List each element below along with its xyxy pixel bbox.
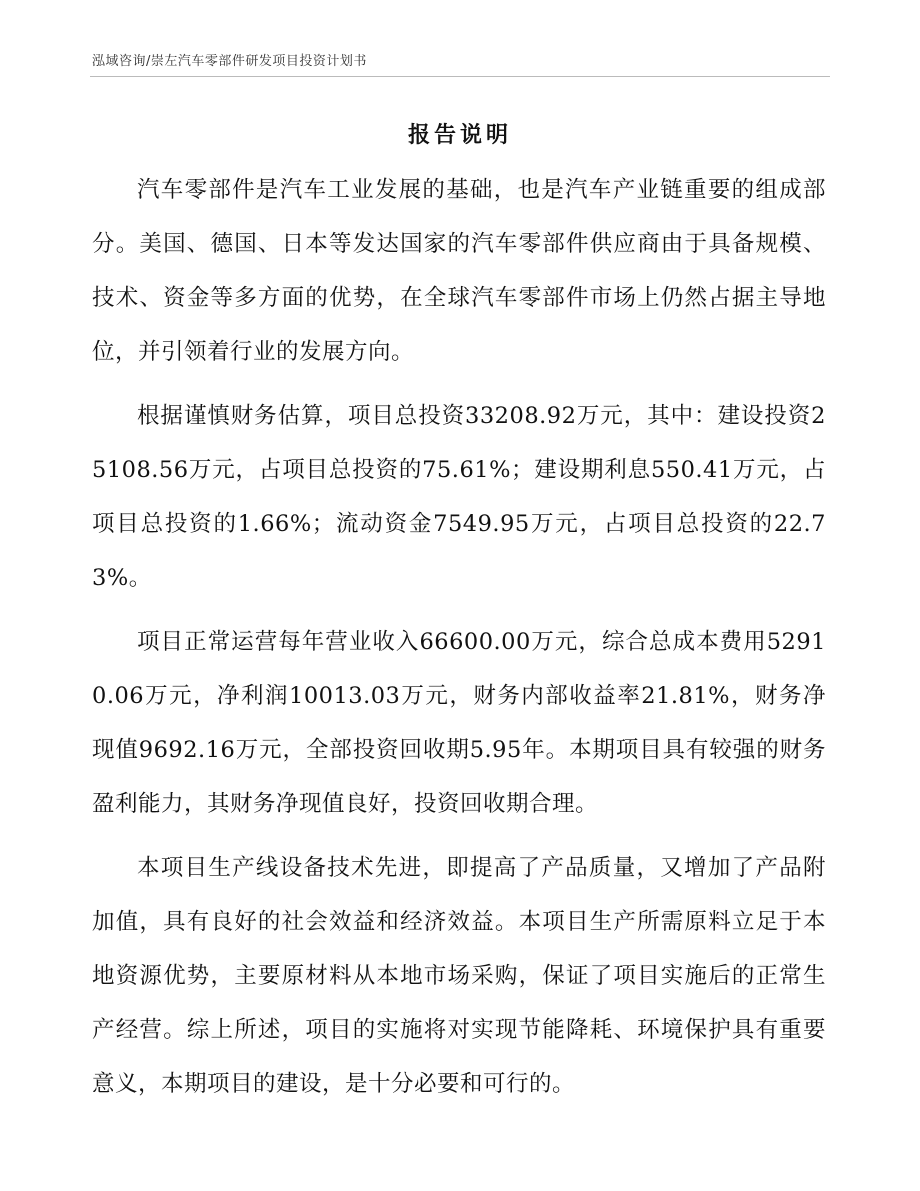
running-header: 泓域咨询/崇左汽车零部件研发项目投资计划书 bbox=[92, 54, 367, 69]
paragraph-conclusion: 本项目生产线设备技术先进，即提高了产品质量，又增加了产品附加值，具有良好的社会效益和经济效益。本项目生产所需原料立足于本地资源优势，主要原材料从本地市场采购，保证了项目实施后的正常生产经营。综上所述，项目的实施将对实现节能降耗、环境保护具有重要意义，本期项目的建设，是十分必要和可行的。 bbox=[92, 855, 826, 1097]
paragraph-investment: 根据谨慎财务估算，项目总投资33208.92万元，其中：建设投资25108.56万元，占项目总投资的75.61%；建设期利息550.41万元，占项目总投资的1.66%；流动资金7549.95万元，占项目总投资的22.73%。 bbox=[92, 403, 826, 591]
paragraph-intro: 汽车零部件是汽车工业发展的基础，也是汽车产业链重要的组成部分。美国、德国、日本等发达国家的汽车零部件供应商由于具备规模、技术、资金等多方面的优势，在全球汽车零部件市场上仍然占据主导地位，并引领着行业的发展方向。 bbox=[92, 177, 826, 365]
paragraph-financials: 项目正常运营每年营业收入66600.00万元，综合总成本费用52910.06万元，净利润10013.03万元，财务内部收益率21.81%，财务净现值9692.16万元，全部投资回收期5.95年。本期项目具有较强的财务盈利能力，其财务净现值良好，投资回收期合理。 bbox=[92, 629, 826, 817]
section-title: 报告说明 bbox=[407, 123, 512, 148]
header-divider bbox=[90, 76, 830, 77]
document-body bbox=[92, 163, 826, 1121]
